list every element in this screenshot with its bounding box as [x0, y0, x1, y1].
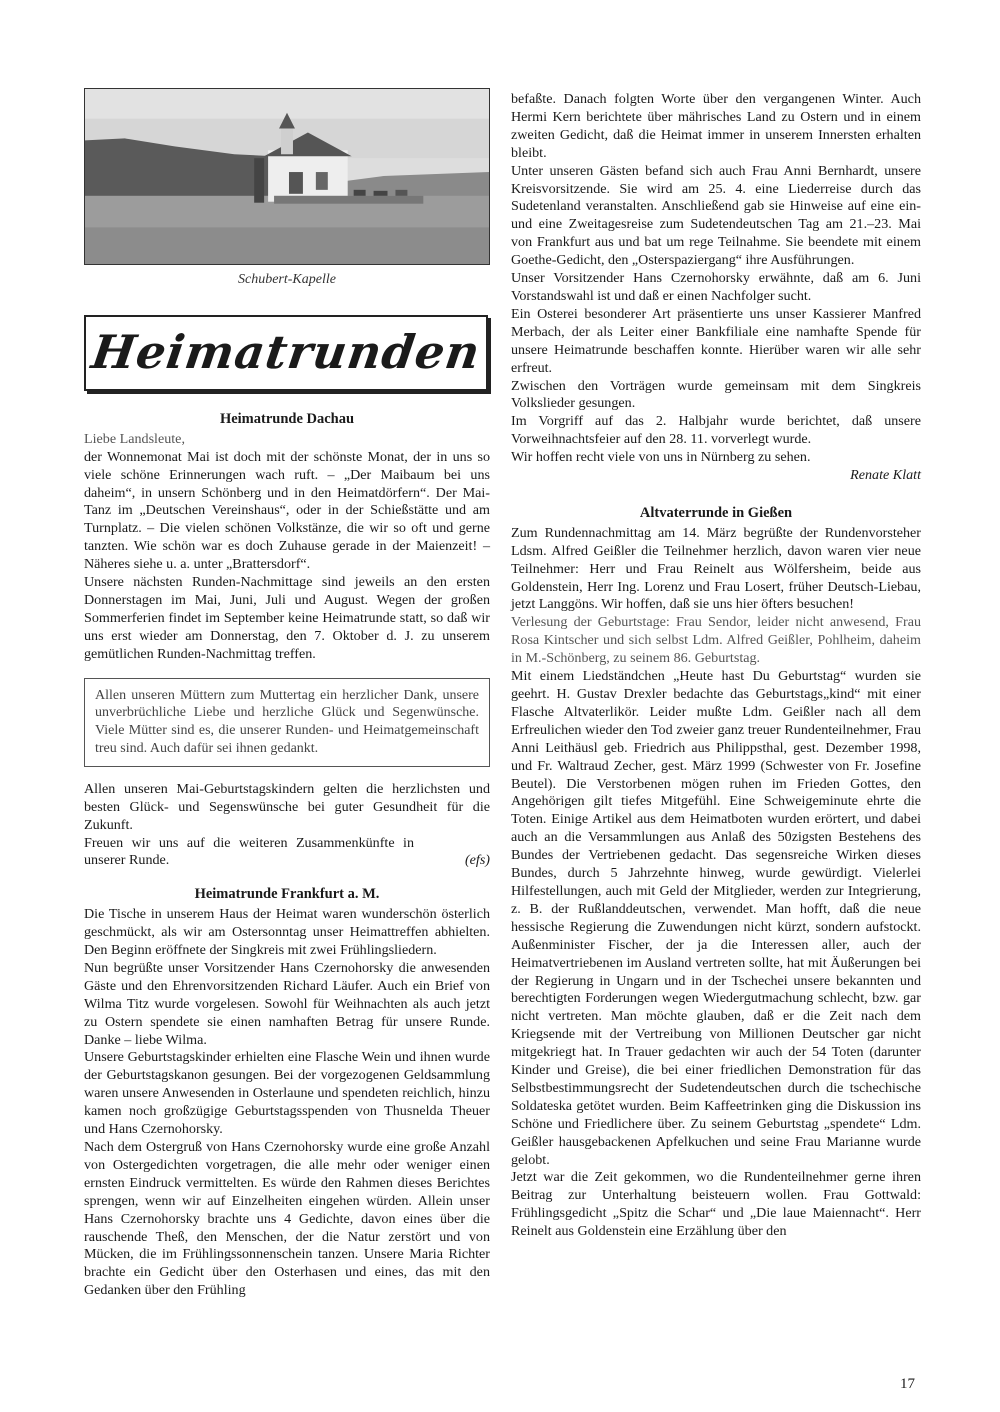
frankfurt-paragraph-8: Ein Osterei besonderer Art präsentierte uns unser Kassierer Manfred Merbach, der als Leiter einer Bankfiliale eine namhafte Spende für unsere Heimatrunde beschaffen konnte. Hierüber waren wir alle sehr erfreut.	[511, 305, 921, 376]
giessen-paragraph-3: Mit einem Liedständchen „Heute hast Du Geburtstag“ wurden sie geehrt. H. Gustav Drexler bedachte das Geburtstags„kind“ mit einer Flasche Altvaterlikör. Leider mußte Ldm. Geißler nach all dem Erfreulichen wieder den Tod zweier ganz treuer Rundenteilnehmer, Frau Anni Leithäusl geb. Friedrich aus Philippsthal, gest. Dezember 1998, und Fr. Waltraud Zecher, gest. März 1999 (Schwester von Fr. Josefine Beutel). Die Verstorbenen mögen ruhen im Frieden Gottes, den Angehörigen gilt tiefes Mitgefühl. Eine Schweigeminute ehrte die Toten. Einige Artikel aus dem Heimatboten wurden erörtert, und dabei auch an die Versammlungen aus Anlaß des 50zigsten Bestehens des Bundes der Vertriebenen gedacht. Das segensreiche Wirken dieses Bundes, durch 5 Jahrzehnte hinweg, wurde gewürdigt. Vielerlei Hilfestellungen, auch mit Geld der Mitglieder, werden zur Integrierung, z. B. der Rußlanddeutschen, verwendet. Man hofft, daß die neue hessische Regierung die Zuwendungen nicht kürzt, sondern aufstockt. Außenminister Fischer, der ja die Interessen aller, auch der Heimatvertriebenen im Ausland vertreten sollte, hat mit Äußerungen bei der Regierung in Ungarn und in der Tschechei unsere bekannten und berechtigten Forderungen wegen Wiedergutmachung schlecht, bzw. gar nicht vertreten. Man möchte glauben, daß er die Zeit nach dem Kriegsende mit der Vertreibung von Millionen Deutscher gar nicht mitgekriegt hat. In Trauer gedachten wir auch der 54 Toten (darunter Kinder und Greise), die bei einer friedlichen Demonstration für das Selbstbestimmungsrecht der Sudetendeutschen durch die tschechische Soldateska getötet wurden. Beim Kaffeetrinken ging die Diskussion ins Schöne und Friedlichere über. Zu seinem Geburtstag „spendete“ Ldm. Geißler hausgebackenen Apfelkuchen und seine Frau Marianne wurde gelobt.	[511, 668, 921, 1168]
giessen-paragraph-4: Jetzt war die Zeit gekommen, wo die Rundenteilnehmer gerne ihren Beitrag zur Unterhaltung beisteuern wollen. Frau Gottwald: Frühlingsgedicht „Spitz die Schar“ und „Die laue Maiennacht“. Herr Reinelt aus Goldenstein eine Erzählung über den	[511, 1169, 921, 1240]
banner-title: Heimatrunden	[88, 324, 484, 379]
frankfurt-paragraph-6: Unter unseren Gästen befand sich auch Frau Anni Bernhardt, unsere Kreisvorsitzende. Sie wird am 25. 4. eine Liederreise durch das Sudetenland veranstalten. Anschließend gab sie Hinweise auf eine ein- und eine Zweitagesreise zum Sudetendeutschen Tag am 21.–23. Mai von Frankfurt aus und bat um rege Teilnahme. Sie beendete mit einem Goethe-Gedicht, den „Osterspaziergang“ ihre Ausführungen.	[511, 162, 921, 269]
heimatrunden-banner	[84, 315, 488, 391]
frankfurt-signature: Renate Klatt	[850, 467, 921, 484]
chapel-photo	[84, 88, 490, 265]
frankfurt-paragraph-2: Nun begrüßte unser Vorsitzender Hans Czernohorsky die anwesenden Gäste und den Ehrenvorsitzenden Richard Läufer. Auch ein Brief von Wilma Titz wurde vorgelesen. Sowohl für Weihnachten als auch jetzt zu Ostern spendete sie einen namhaften Betrag für unsere Runde. Danke – liebe Wilma.	[84, 959, 490, 1048]
giessen-paragraph-2: Verlesung der Geburtstage: Frau Sendor, leider nicht anwesend, Frau Rosa Kintscher und sich selbst Ldm. Alfred Geißler, Pohlheim, daheim in M.-Schönberg, zu seinem 86. Geburtstag.	[511, 614, 921, 667]
giessen-paragraph-1: Zum Rundennachmittag am 14. März begrüßte der Rundenvorsteher Ldsm. Alfred Geißler die Teilnehmer herzlich, davon waren vier neue Teilnehmer: Herr und Frau Reinelt aus Wölfersheim, beide aus Goldenstein, Herr Ing. Lorenz und Frau Losert, früher Deutsch-Liebau, jetzt Langgöns. Wir hoffen, daß sie uns hier öfters besuchen!	[511, 524, 921, 613]
page-number: 17	[900, 1376, 915, 1392]
frankfurt-paragraph-4: Nach dem Ostergruß von Hans Czernohorsky wurde eine große Anzahl von Ostergedichten vorgetragen, die alle mehr oder weniger einen ernsten Eindruck vermittelten. Es würde den Rahmen dieses Berichtes sprengen, wenn wir auf Einzelheiten eingehen würden. Allein unser Hans Czernohorsky brachte uns 4 Gedichte, davon eines über die rauschende Theß, den Menschen, der die Natur zerstört und von Mücken, die im Frühlingssonnenschein tanzen. Unsere Maria Richter brachte ein Gedicht über den Osterhasen und eines, das mit den Gedanken über den Frühling	[84, 1139, 490, 1299]
mothers-day-box: Allen unseren Müttern zum Muttertag ein herzlicher Dank, unsere unverbrüchliche Liebe und herzliche Glück und Segenwünsche. Viele Mütter sind es, die unserer Runden- und Heimatgemeinschaft treu sind. Auch dafür sei ihnen gedankt.	[84, 678, 490, 767]
chapel-image-icon	[85, 89, 489, 264]
heading-frankfurt: Heimatrunde Frankfurt a. M.	[194, 886, 380, 903]
dachau-signature: (efs)	[464, 852, 490, 869]
right-column	[511, 91, 921, 1241]
dachau-closing	[84, 835, 490, 871]
frankfurt-paragraph-11: Wir hoffen recht viele von uns in Nürnberg zu sehen.	[511, 449, 811, 466]
dachau-paragraph-4: Freuen wir uns auf die weiteren Zusammenkünfte in unserer Runde.	[84, 834, 414, 869]
frankfurt-paragraph-5: befaßte. Danach folgten Worte über den vergangenen Winter. Auch Hermi Kern berichtete über mährisches Land zu Ostern und in einem zweiten Gedicht, daß die Heimat immer in unserem Innersten erhalten bleibt.	[511, 91, 921, 161]
dachau-paragraph-3: Allen unseren Mai-Geburtstagskindern gelten die herzlichsten und besten Glück- und Segenswünsche bei guter Gesundheit für die Zukunft.	[84, 780, 490, 833]
frankfurt-paragraph-3: Unsere Geburtstagskinder erhielten eine Flasche Wein und ihnen wurde der Geburtstagskanon gesungen. Bei der vorgezogenen Geldsammlung waren unsere Anwesenden in Osterlaune und spendeten reichlich, hinzu kamen noch großzügige Geburtstagsspenden von Thusnelda Theuer und Hans Czernohorsky.	[84, 1049, 490, 1138]
photo-caption: Schubert-Kapelle	[238, 272, 336, 287]
left-column	[84, 88, 490, 1300]
frankfurt-paragraph-10: Im Vorgriff auf das 2. Halbjahr wurde berichtet, daß unsere Vorweihnachtsfeier auf den 28. 11. vorverlegt wurde.	[511, 413, 921, 448]
frankfurt-paragraph-1: Die Tische in unserem Haus der Heimat waren wunderschön österlich geschmückt, als wir am Ostersonntag unser Heimattreffen abhielten. Den Beginn eröffnete der Singkreis mit zwei Frühlingsliedern.	[84, 906, 490, 959]
dachau-paragraph-1: der Wonnemonat Mai ist doch mit der schönste Monat, der in uns so viele schöne Erinnerungen wach ruft. – „Der Maibaum bei uns daheim“, in unsern Schönberg und in den Heimatdörfern“. Der Mai-Tanz im „Deutschen Vereinshaus“, oder in der Schießstätte und am Turnplatz. – Die vielen schönen Volkstänze, die wir so oft und gerne tanzten. Wie schön war es doch Zuhause gerade in der Maienzeit! – Näheres siehe u. a. unter „Brattersdorf“.	[84, 448, 490, 573]
dachau-paragraph-2: Unsere nächsten Runden-Nachmittage sind jeweils an den ersten Donnerstagen im Mai, Juni, Juli und August. Wegen der großen Sommerferien findet im September keine Heimatrunde statt, so daß wir uns erst wieder am Donnerstag, den 7. Oktober d. J. zu unserem gemütlichen Runden-Nachmittag treffen.	[84, 574, 490, 662]
dachau-salutation: Liebe Landsleute,	[84, 430, 185, 447]
heading-dachau: Heimatrunde Dachau	[219, 410, 355, 427]
frankfurt-paragraph-7: Unser Vorsitzender Hans Czernohorsky erwähnte, daß am 6. Juni Vorstandswahl ist und daß er einen Nachfolger sucht.	[511, 270, 921, 304]
frankfurt-paragraph-9: Zwischen den Vorträgen wurde gemeinsam mit dem Singkreis Volkslieder gesungen.	[511, 377, 921, 412]
heading-giessen: Altvaterrunde in Gießen	[639, 504, 793, 521]
